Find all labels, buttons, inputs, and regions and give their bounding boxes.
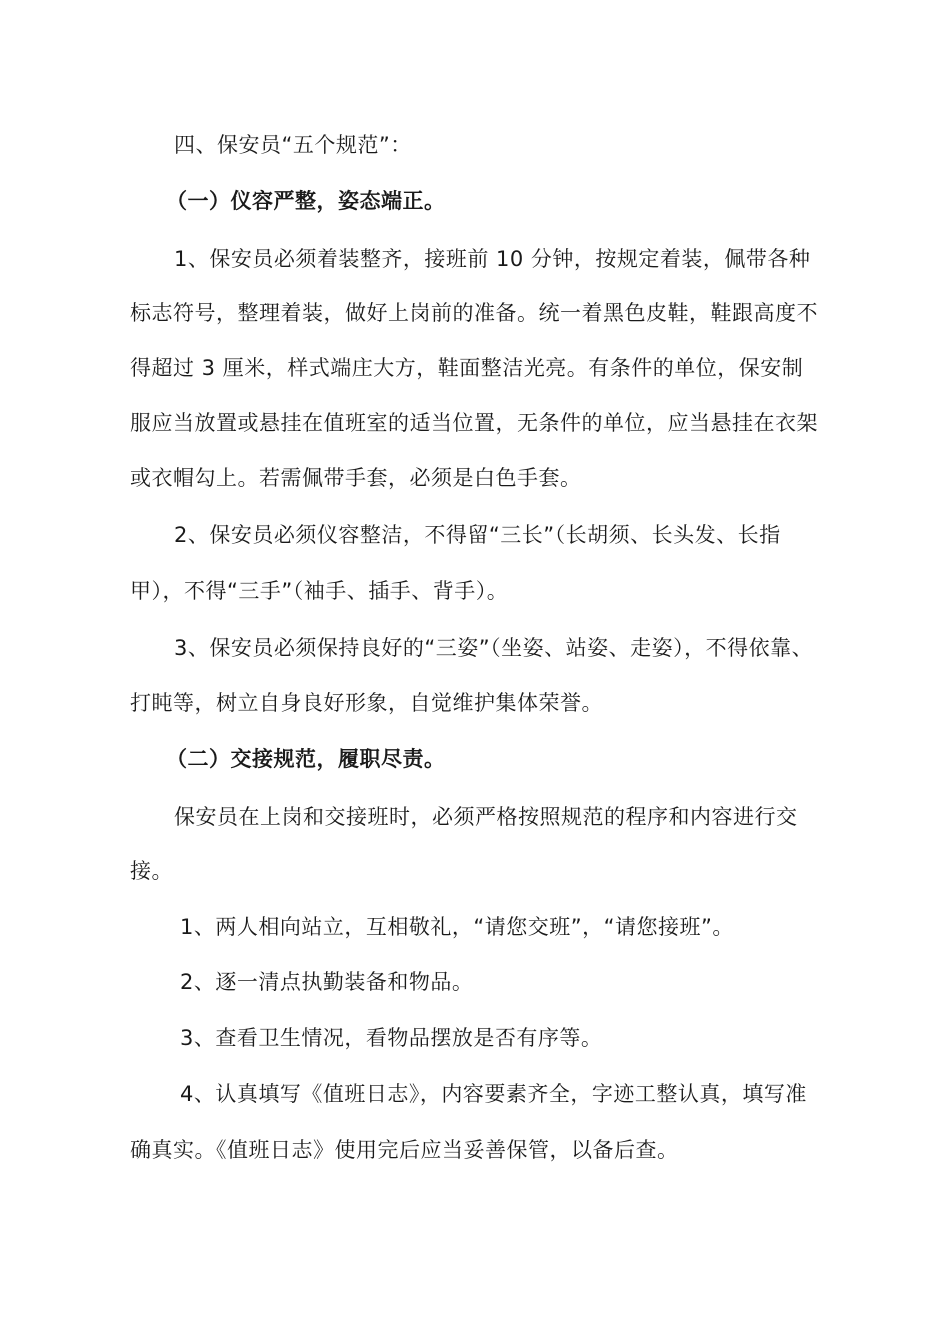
section-2-intro-line-2: 接。: [130, 859, 173, 883]
section-1-item-2-line-2: 甲），不得“三手”（袖手、插手、背手）。: [130, 579, 509, 603]
section-1-item-3-line-1: 3、保安员必须保持良好的“三姿”（坐姿、站姿、走姿），不得依靠、: [174, 636, 814, 660]
section-1-item-1-line-5: 或衣帽勾上。若需佩带手套，必须是白色手套。: [130, 466, 582, 490]
section-2-intro-line-1: 保安员在上岗和交接班时，必须严格按照规范的程序和内容进行交: [174, 805, 798, 829]
section-1-item-1-line-4: 服应当放置或悬挂在值班室的适当位置，无条件的单位，应当悬挂在衣架: [130, 411, 818, 435]
section-1-item-1-line-1: 1、保安员必须着装整齐，接班前 10 分钟，按规定着装，佩带各种: [174, 247, 811, 271]
section-1-title: （一）仪容严整，姿态端正。: [166, 189, 446, 213]
section-1-item-3-line-2: 打盹等，树立自身良好形象，自觉维护集体荣誉。: [130, 691, 603, 715]
section-2-item-1: 1、两人相向站立，互相敬礼，“请您交班”，“请您接班”。: [180, 915, 734, 939]
section-1-item-2-line-1: 2、保安员必须仪容整洁，不得留“三长”（长胡须、长头发、长指: [174, 523, 781, 547]
section-1-item-1-line-2: 标志符号，整理着装，做好上岗前的准备。统一着黑色皮鞋，鞋跟高度不: [130, 301, 818, 325]
section-2-item-3: 3、查看卫生情况，看物品摆放是否有序等。: [180, 1026, 603, 1050]
section-2-item-4-line-2: 确真实。《值班日志》使用完后应当妥善保管，以备后查。: [130, 1138, 679, 1162]
section-2-item-2: 2、逐一清点执勤装备和物品。: [180, 970, 474, 994]
section-2-title: （二）交接规范，履职尽责。: [166, 747, 446, 771]
section-1-item-1-line-3: 得超过 3 厘米，样式端庄大方，鞋面整洁光亮。有条件的单位，保安制: [130, 356, 804, 380]
section-2-item-4-line-1: 4、认真填写《值班日志》，内容要素齐全，字迹工整认真，填写准: [180, 1082, 807, 1106]
main-heading: 四、保安员“五个规范”：: [174, 133, 412, 157]
